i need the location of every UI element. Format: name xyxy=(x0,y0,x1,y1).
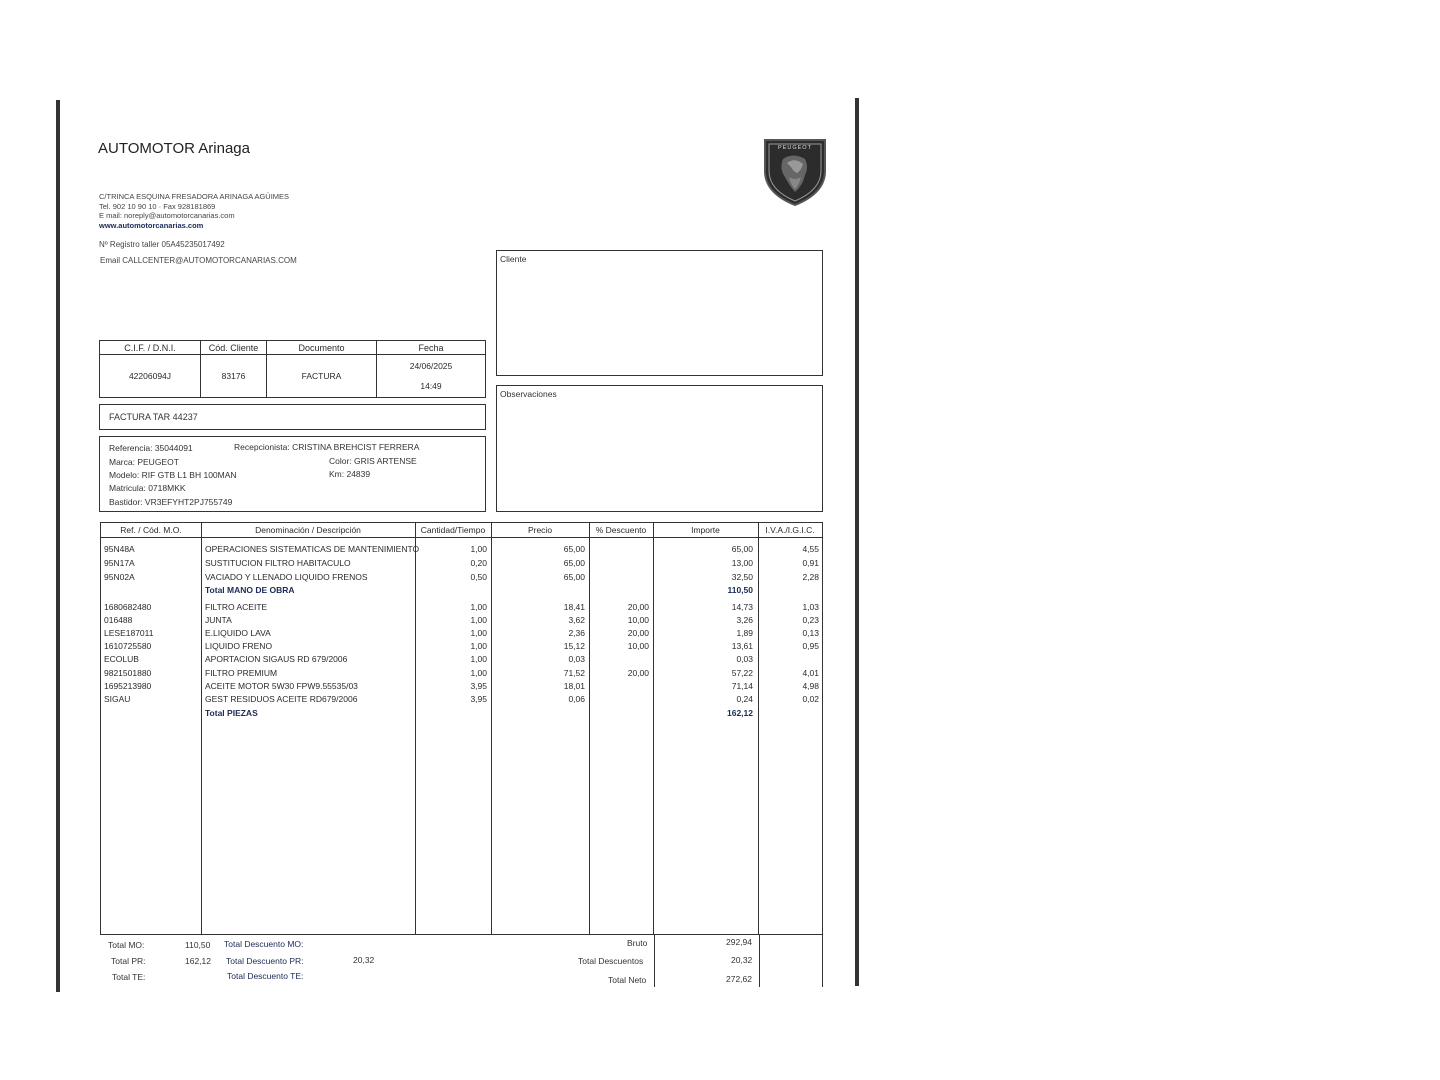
quantity-cell: 3,95 xyxy=(470,681,487,691)
time-value: 14:49 xyxy=(420,381,442,391)
discount-cell: 20,00 xyxy=(627,602,649,612)
amount-cell: 0,24 xyxy=(736,694,753,704)
amount-cell: 13,00 xyxy=(731,558,753,568)
discount-cell: 10,00 xyxy=(627,615,649,625)
total-neto-label: Total Neto xyxy=(608,975,647,985)
discount-cell: 20,00 xyxy=(627,668,649,678)
ref-cell: 1695213980 xyxy=(104,681,152,691)
description-cell: OPERACIONES SISTEMATICAS DE MANTENIMIENTO xyxy=(205,544,420,554)
description-cell: LIQUIDO FRENO xyxy=(205,641,273,651)
table-row xyxy=(101,653,822,666)
price-cell: 65,00 xyxy=(563,544,585,554)
table-row xyxy=(101,571,822,584)
date-cell xyxy=(377,355,486,398)
table-row xyxy=(101,627,822,640)
description-cell: Total MANO DE OBRA xyxy=(205,585,295,595)
total-mo-label: Total MO: xyxy=(108,940,145,950)
company-email: E mail: noreply@automotorcanarias.com xyxy=(99,211,235,220)
company-phone: Tel. 902 10 90 10 · Fax 928181869 xyxy=(99,201,216,211)
total-row xyxy=(101,584,822,597)
total-row xyxy=(101,707,822,720)
client-box xyxy=(496,250,823,376)
quantity-cell: 1,00 xyxy=(470,615,487,625)
total-descuentos-label: Total Descuentos xyxy=(578,956,644,966)
invoice-ref-box xyxy=(99,404,486,430)
company-email-2: Email CALLCENTER@AUTOMOTORCANARIAS.COM xyxy=(100,256,297,265)
vehicle-receptionist: Recepcionista: CRISTINA BREHCIST FERRERA xyxy=(234,442,420,452)
desc-pr-value: 20,32 xyxy=(353,955,375,965)
amount-cell: 3,26 xyxy=(736,615,753,625)
table-row xyxy=(101,640,822,653)
peugeot-logo-icon xyxy=(763,137,827,207)
tax-cell: 4,98 xyxy=(802,681,819,691)
cif-value: 42206094J xyxy=(100,355,201,398)
company-name: AUTOMOTOR Arinaga xyxy=(98,140,250,157)
vehicle-vin: Bastidor: VR3EFYHT2PJ755749 xyxy=(109,497,233,507)
observations-label: Observaciones xyxy=(500,389,557,399)
table-row xyxy=(101,543,822,556)
bruto-label: Bruto xyxy=(627,938,648,948)
invoice-ref: FACTURA TAR 44237 xyxy=(109,412,198,422)
description-cell: FILTRO PREMIUM xyxy=(205,668,278,678)
total-neto-value: 272,62 xyxy=(726,974,752,984)
company-registry: Nº Registro taller 05A45235017492 xyxy=(99,240,225,249)
price-cell: 3,62 xyxy=(568,615,585,625)
tax-cell: 0,02 xyxy=(802,694,819,704)
document-value: FACTURA xyxy=(267,355,377,398)
quantity-cell: 0,50 xyxy=(470,572,487,582)
quantity-cell: 1,00 xyxy=(470,641,487,651)
tax-cell: 0,91 xyxy=(802,558,819,568)
tax-cell: 4,55 xyxy=(802,544,819,554)
ref-cell: 95N02A xyxy=(104,572,135,582)
client-label: Cliente xyxy=(500,254,527,264)
col-quantity: Cantidad/Tiempo xyxy=(415,523,491,538)
header-date: Fecha xyxy=(377,341,486,355)
ref-cell: 1680682480 xyxy=(104,602,152,612)
amount-cell: 32,50 xyxy=(731,572,753,582)
header-cif: C.I.F. / D.N.I. xyxy=(100,341,201,355)
quantity-cell: 1,00 xyxy=(470,628,487,638)
description-cell: SUSTITUCION FILTRO HABITACULO xyxy=(205,558,351,568)
col-price: Precio xyxy=(491,523,589,538)
tax-cell: 4,01 xyxy=(802,668,819,678)
invoice-lines-table xyxy=(100,522,823,935)
vehicle-brand: Marca: PEUGEOT xyxy=(109,457,179,467)
client-code-value: 83176 xyxy=(201,355,267,398)
col-amount: Importe xyxy=(653,523,758,538)
document-header-table xyxy=(99,340,486,398)
amount-cell: 0,03 xyxy=(736,654,753,664)
quantity-cell: 1,00 xyxy=(470,654,487,664)
total-descuentos-value: 20,32 xyxy=(731,955,753,965)
price-cell: 65,00 xyxy=(563,558,585,568)
price-cell: 2,36 xyxy=(568,628,585,638)
desc-pr-label: Total Descuento PR: xyxy=(226,956,304,966)
ref-cell: LESE187011 xyxy=(104,628,154,638)
tax-cell: 0,13 xyxy=(802,628,819,638)
price-cell: 18,41 xyxy=(563,602,585,612)
col-description: Denominación / Descripción xyxy=(201,523,415,538)
table-row xyxy=(101,614,822,627)
description-cell: ACEITE MOTOR 5W30 FPW9.55535/03 xyxy=(205,681,358,691)
company-address-block xyxy=(99,192,289,230)
desc-te-label: Total Descuento TE: xyxy=(227,971,304,981)
vehicle-km: Km: 24839 xyxy=(329,469,371,479)
total-pr-label: Total PR: xyxy=(111,956,146,966)
total-mo-value: 110,50 xyxy=(185,940,211,950)
amount-cell: 13,61 xyxy=(731,641,753,651)
tax-cell: 0,23 xyxy=(802,615,819,625)
tax-cell: 0,95 xyxy=(802,641,819,651)
description-cell: Total PIEZAS xyxy=(205,708,258,718)
description-cell: E.LIQUIDO LAVA xyxy=(205,628,271,638)
scan-edge-left xyxy=(56,100,60,992)
bruto-value: 292,94 xyxy=(726,937,752,947)
amount-cell: 1,89 xyxy=(736,628,753,638)
price-cell: 18,01 xyxy=(563,681,585,691)
total-te-label: Total TE: xyxy=(112,972,146,982)
description-cell: VACIADO Y LLENADO LIQUIDO FRENOS xyxy=(205,572,368,582)
vehicle-reference: Referencia: 35044091 xyxy=(109,443,193,453)
description-cell: JUNTA xyxy=(205,615,232,625)
vehicle-box xyxy=(99,436,486,512)
observations-box xyxy=(496,385,823,512)
amount-cell: 110,50 xyxy=(727,585,753,595)
amount-cell: 65,00 xyxy=(731,544,753,554)
description-cell: GEST RESIDUOS ACEITE RD679/2006 xyxy=(205,694,358,704)
vehicle-plate: Matricula: 0718MKK xyxy=(109,483,186,493)
discount-cell: 10,00 xyxy=(627,641,649,651)
footer-divider xyxy=(759,935,760,987)
table-row xyxy=(101,680,822,693)
discount-cell: 20,00 xyxy=(627,628,649,638)
company-web: www.automotorcanarias.com xyxy=(99,220,204,230)
header-client-code: Cód. Cliente xyxy=(201,341,267,355)
amount-cell: 14,73 xyxy=(731,602,753,612)
col-tax: I.V.A./I.G.I.C. xyxy=(758,523,822,538)
col-ref: Ref. / Cód. M.O. xyxy=(101,523,201,538)
quantity-cell: 1,00 xyxy=(470,602,487,612)
table-row xyxy=(101,667,822,680)
ref-cell: 1610725580 xyxy=(104,641,152,651)
ref-cell: SIGAU xyxy=(104,694,131,704)
quantity-cell: 1,00 xyxy=(470,544,487,554)
price-cell: 0,06 xyxy=(568,694,585,704)
ref-cell: 95N17A xyxy=(104,558,135,568)
date-value: 24/06/2025 xyxy=(409,361,453,371)
price-cell: 15,12 xyxy=(563,641,585,651)
quantity-cell: 3,95 xyxy=(470,694,487,704)
col-discount: % Descuento xyxy=(589,523,653,538)
table-row xyxy=(101,693,822,706)
ref-cell: ECOLUB xyxy=(104,654,139,664)
scan-edge-right xyxy=(855,98,859,986)
total-pr-value: 162,12 xyxy=(185,956,211,966)
vehicle-model: Modelo: RIF GTB L1 BH 100MAN xyxy=(109,470,237,480)
table-row xyxy=(101,557,822,570)
header-document: Documento xyxy=(267,341,377,355)
company-address: C/TRINCA ESQUINA FRESADORA ARINAGA AGÜIMES xyxy=(99,192,290,201)
logo-text: PEUGEOT xyxy=(778,145,812,151)
footer-divider xyxy=(654,935,655,987)
quantity-cell: 1,00 xyxy=(470,668,487,678)
vehicle-color: Color: GRIS ARTENSE xyxy=(329,456,417,466)
footer-divider xyxy=(822,935,823,987)
price-cell: 0,03 xyxy=(568,654,585,664)
amount-cell: 57,22 xyxy=(731,668,753,678)
ref-cell: 9821501880 xyxy=(104,668,152,678)
desc-mo-label: Total Descuento MO: xyxy=(224,939,304,949)
tax-cell: 1,03 xyxy=(802,602,819,612)
table-row xyxy=(101,601,822,614)
ref-cell: 016488 xyxy=(104,615,133,625)
tax-cell: 2,28 xyxy=(802,572,819,582)
ref-cell: 95N48A xyxy=(104,544,135,554)
price-cell: 71,52 xyxy=(563,668,585,678)
amount-cell: 162,12 xyxy=(727,708,753,718)
quantity-cell: 0,20 xyxy=(470,558,487,568)
price-cell: 65,00 xyxy=(563,572,585,582)
description-cell: APORTACION SIGAUS RD 679/2006 xyxy=(205,654,348,664)
description-cell: FILTRO ACEITE xyxy=(205,602,268,612)
amount-cell: 71,14 xyxy=(731,681,753,691)
